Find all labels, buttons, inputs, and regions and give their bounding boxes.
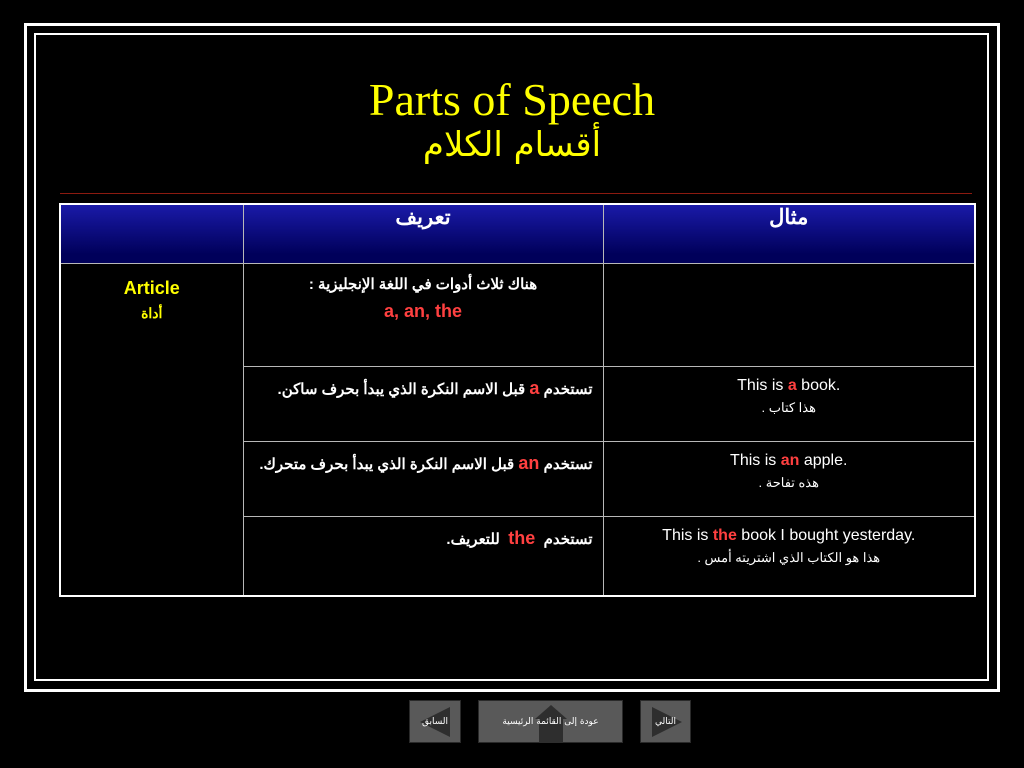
example-prefix: This is — [662, 527, 713, 544]
table-row — [60, 264, 975, 367]
definition-keyword: a — [529, 378, 540, 398]
term-english: Article — [123, 278, 180, 298]
title-divider — [60, 193, 972, 194]
definition-prefix: تستخدم — [543, 456, 593, 473]
header-example: مثال — [603, 204, 975, 264]
example-cell — [603, 367, 975, 442]
definition-cell — [243, 442, 603, 517]
example-suffix: book. — [796, 377, 841, 394]
example-cell — [603, 264, 975, 367]
definition-suffix: للتعريف. — [446, 531, 500, 548]
next-button-label: التالي — [655, 717, 676, 727]
term-arabic: أداة — [141, 305, 163, 321]
example-keyword: an — [780, 452, 800, 469]
previous-button[interactable] — [409, 700, 461, 743]
example-arabic: هذه تفاحة . — [758, 475, 819, 490]
definition-suffix: قبل الاسم النكرة الذي يبدأ بحرف متحرك. — [259, 456, 515, 473]
header-term — [60, 204, 243, 264]
definition-prefix: تستخدم — [543, 531, 593, 548]
example-keyword: the — [712, 527, 737, 544]
definition-prefix: تستخدم — [543, 381, 593, 398]
definition-keyword: the — [508, 528, 536, 548]
definition-suffix: قبل الاسم النكرة الذي يبدأ بحرف ساكن. — [277, 381, 526, 398]
table-header-row — [60, 204, 975, 264]
term-cell — [60, 264, 243, 597]
slide-title-english: Parts of Speech — [368, 74, 656, 125]
example-arabic: هذا هو الكتاب الذي اشتريته أمس . — [697, 550, 881, 565]
example-keyword: a — [787, 377, 797, 394]
example-suffix: apple. — [799, 452, 848, 469]
home-menu-button-label: عودة إلى القائمة الرئيسية — [502, 717, 599, 727]
previous-button-label: السابق — [421, 717, 449, 727]
definition-cell — [243, 367, 603, 442]
slide-title-arabic: أقسام الكلام — [422, 125, 602, 165]
parts-of-speech-table — [59, 203, 976, 597]
definition-cell — [243, 264, 603, 367]
example-prefix: This is — [730, 452, 781, 469]
next-button[interactable] — [640, 700, 691, 743]
example-cell — [603, 442, 975, 517]
definition-cell — [243, 517, 603, 597]
example-arabic: هذا كتاب . — [761, 400, 816, 415]
home-menu-button[interactable] — [478, 700, 623, 743]
example-cell — [603, 517, 975, 597]
definition-text: هناك ثلاث أدوات في اللغة الإنجليزية : — [308, 276, 538, 293]
example-suffix: book I bought yesterday. — [736, 527, 916, 544]
example-prefix: This is — [737, 377, 788, 394]
definition-keyword: a, an, the — [383, 301, 463, 321]
header-definition: تعريف — [243, 204, 603, 264]
definition-keyword: an — [518, 453, 540, 473]
